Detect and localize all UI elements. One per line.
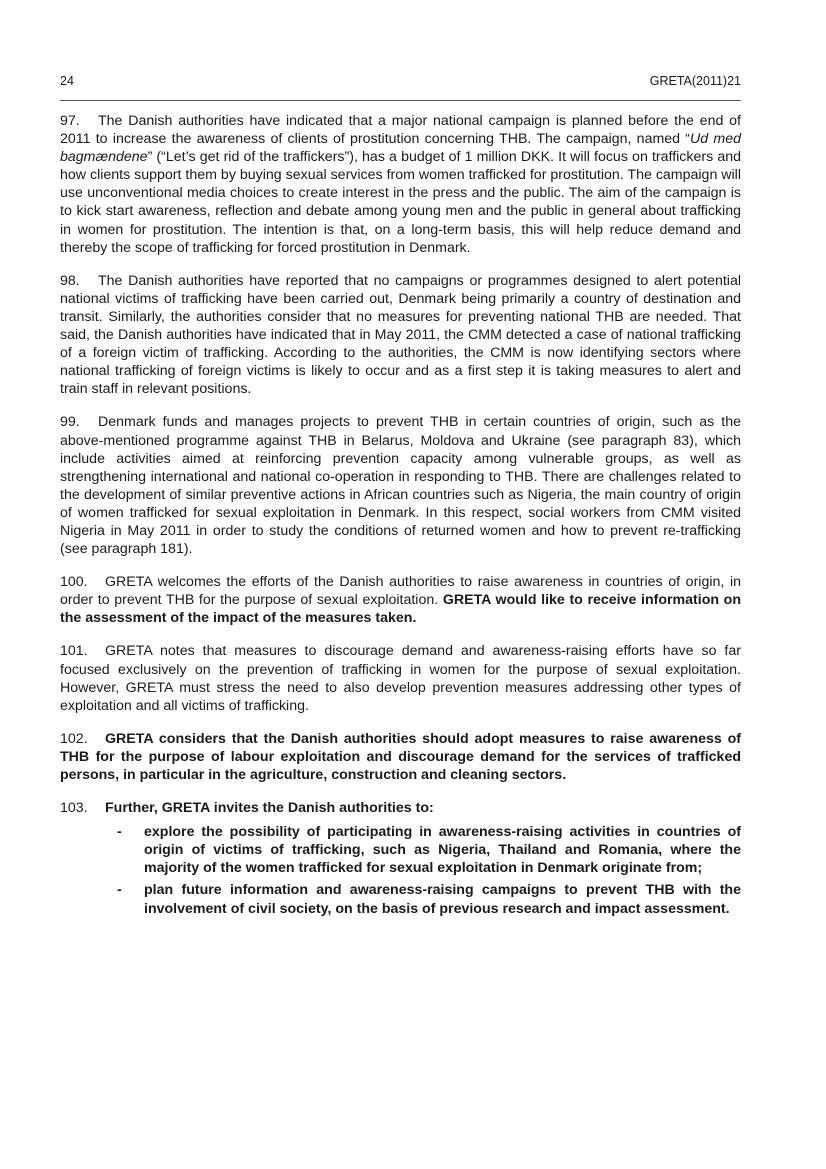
campaign-name: Ud med bagmændene: [60, 131, 741, 166]
document-reference: GRETA(2011)21: [649, 74, 741, 88]
paragraph-number: 101.: [60, 643, 88, 660]
paragraph-text: Denmark funds and manages projects to prevent THB in certain countries of origin, such as the above-mentioned programme against THB in Belarus, Moldova and Ukraine (see paragraph 83), which include activities aimed at reinforcing prevention capacity among vulnerable groups, as well as strengthening international and national co-operation in responding to THB. There are challenges related to the development of similar preventive actions in African countries such as Nigeria, the main country of origin of women trafficked for sexual exploitation in Denmark. In this respect, social workers from CMM visited Nigeria in May 2011 in order to study the conditions of returned women and how to prevent re-trafficking (see paragraph 181).: [60, 414, 741, 558]
paragraph-98: [60, 272, 741, 399]
paragraph-97: [60, 112, 741, 257]
paragraph-recommendation: GRETA considers that the Danish authorities should adopt measures to raise awareness of THB for the purpose of labour exploitation and discourage demand for the services of trafficked persons, in particular in the agriculture, construction and cleaning sectors.: [60, 730, 741, 783]
paragraph-recommendation: GRETA would like to receive information on the assessment of the impact of the measures taken.: [60, 592, 741, 627]
paragraph-text: ” (“Let’s get rid of the traffickers”), has a budget of 1 million DKK. It will focus on traffickers and how clients support them by buying sexual services from women trafficked for prostitution. The campaign will use unconventional media choices to create interest in the press and the public. The aim of the campaign is to kick start awareness, reflection and debate among young men and the public in general about trafficking in women for prostitution. The intention is that, on a long-term basis, this will help reduce demand and thereby the scope of trafficking for forced prostitution in Denmark.: [60, 149, 741, 256]
page-header: [60, 74, 741, 88]
paragraph-text: GRETA notes that measures to discourage demand and awareness-raising efforts have so far focused exclusively on the prevention of trafficking in women for the purpose of sexual exploitation. However, GRETA must stress the need to also develop prevention measures addressing other types of exploitation and all victims of trafficking.: [60, 643, 741, 714]
header-rule: [60, 100, 741, 101]
paragraph-text: The Danish authorities have reported that no campaigns or programmes designed to alert potential national victims of trafficking have been carried out, Denmark being primarily a country of destination and transit. Similarly, the authorities consider that no measures for preventing national THB are needed. That said, the Danish authorities have indicated that in May 2011, the CMM detected a case of national trafficking of a foreign victim of trafficking. According to the authorities, the CMM is now identifying sectors where national trafficking of foreign victims is likely to occur and as a first step it is taking measures to alert and train staff in relevant positions.: [60, 272, 741, 398]
paragraph-text: The Danish authorities have indicated that a major national campaign is planned before the end of 2011 to increase the awareness of clients of prostitution concerning THB. The campaign, named “: [60, 113, 741, 148]
paragraph-number: 99.: [60, 414, 80, 431]
list-item-text: plan future information and awareness-raising campaigns to prevent THB with the involvement of civil society, on the basis of previous research and impact assessment.: [144, 882, 741, 917]
paragraph-intro: Further, GRETA invites the Danish authorities to:: [105, 800, 434, 817]
paragraph-102: [60, 730, 741, 784]
paragraph-100: [60, 573, 741, 627]
list-item: [60, 881, 741, 917]
paragraph-103: [60, 799, 741, 817]
list-item-text: explore the possibility of participating in awareness-raising activities in countries of origin of victims of trafficking, such as Nigeria, Thailand and Romania, where the majority of the women trafficked for sexual exploitation in Denmark originate from;: [144, 824, 741, 877]
paragraph-number: 100.: [60, 574, 88, 591]
paragraph-text: GRETA welcomes the efforts of the Danish authorities to raise awareness in countries of origin, in order to prevent THB for the purpose of sexual exploitation.: [60, 574, 741, 609]
document-body: [60, 112, 741, 922]
paragraph-101: [60, 642, 741, 714]
list-bullet: -: [117, 882, 122, 899]
list-bullet: -: [117, 824, 122, 841]
paragraph-number: 98.: [60, 272, 80, 289]
page-number: 24: [60, 74, 74, 88]
recommendation-list: [60, 823, 741, 917]
paragraph-99: [60, 413, 741, 558]
paragraph-number: 103.: [60, 800, 88, 817]
list-item: [60, 823, 741, 877]
paragraph-number: 102.: [60, 730, 88, 747]
paragraph-number: 97.: [60, 113, 80, 129]
